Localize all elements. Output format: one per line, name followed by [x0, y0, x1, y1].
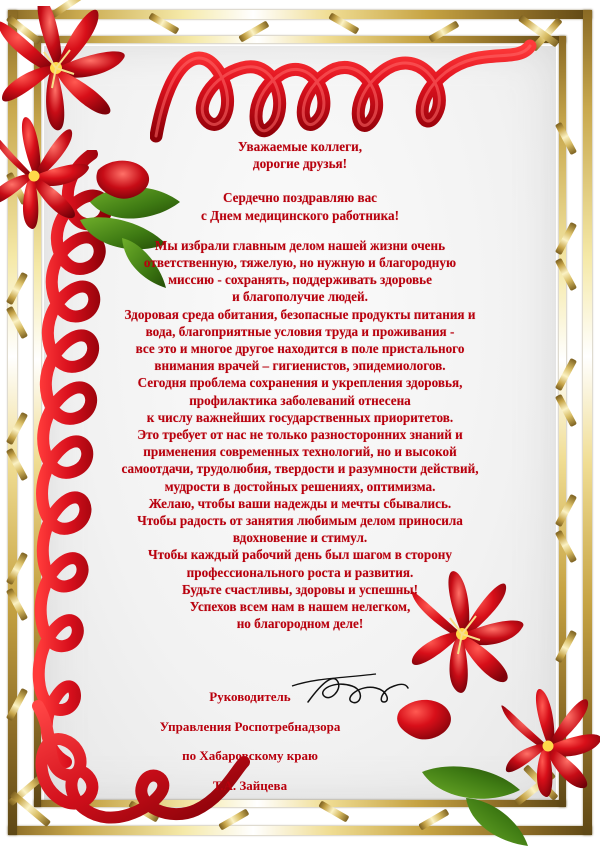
body-line: Здоровая среда обитания, безопасные продукты питания и [124, 306, 476, 322]
body-line: и благополучие людей. [232, 289, 368, 305]
body-line: вода, благоприятные условия труда и проживания - [145, 323, 455, 339]
handwritten-signature-icon [290, 672, 410, 718]
body-line: Мы избрали главным делом нашей жизни очень [154, 237, 446, 253]
frame-diagonal [555, 222, 577, 255]
body-line: самоотдачи, трудолюбия, твердости и разумности действий, [121, 461, 479, 477]
body-line: Сегодня проблема сохранения и укрепления здоровья, [137, 375, 463, 391]
body-line: ответственную, тяжелую, но нужную и благородную [143, 255, 457, 271]
signature-role-line-1: Руководитель [209, 689, 291, 704]
signature-role-line-3: по Хабаровскому краю [182, 748, 318, 763]
body-line: миссию - сохранять, поддерживать здоровье [168, 272, 432, 288]
body-line: к числу важнейших государственных приоритетов. [146, 409, 454, 425]
body-line: Успехов всем нам в нашем нелегком, [189, 599, 411, 615]
body-line: мудрости в достойных решениях, оптимизма. [164, 478, 436, 494]
body-line: применения современных технологий, но и высокой [143, 444, 457, 460]
body-line: профилактика заболеваний отнесена [189, 392, 411, 408]
frame-diagonal [555, 494, 577, 527]
body-line: внимания врачей – гигиенистов, эпидемиологов. [154, 358, 446, 374]
frame-diagonal [555, 530, 577, 563]
congrats-line-1: Сердечно поздравляю вас [222, 190, 378, 206]
signature-role-line-2: Управления Роспотребнадзора [159, 718, 341, 734]
body-line: Чтобы каждый рабочий день был шагом в сторону [148, 547, 452, 563]
body-line: но благородном деле! [236, 616, 364, 632]
body-line: Чтобы радость от занятия любимым делом приносила [137, 513, 463, 529]
signature-name: Т.А. Зайцева [212, 777, 288, 793]
body-line: Это требует от нас не только разносторонних знаний и [137, 427, 463, 443]
body-line: все это и многое другое находится в поле пристального [135, 341, 465, 357]
body-line: Будьте счастливы, здоровы и успешны! [181, 581, 418, 597]
salutation-line-2: дорогие друзья! [252, 156, 348, 172]
card-text [60, 138, 540, 632]
salutation-line-1: Уважаемые коллеги, [237, 139, 363, 154]
body-line: профессионального роста и развития. [186, 564, 414, 580]
body-line: вдохновение и стимул. [232, 530, 368, 546]
body-line: Желаю, чтобы ваши надежды и мечты сбывались. [148, 495, 452, 511]
frame-diagonal [555, 358, 577, 391]
frame-diagonal [555, 258, 577, 291]
congrats-line-2: с Днем медицинского работника! [201, 207, 399, 223]
frame-diagonal [555, 394, 577, 427]
